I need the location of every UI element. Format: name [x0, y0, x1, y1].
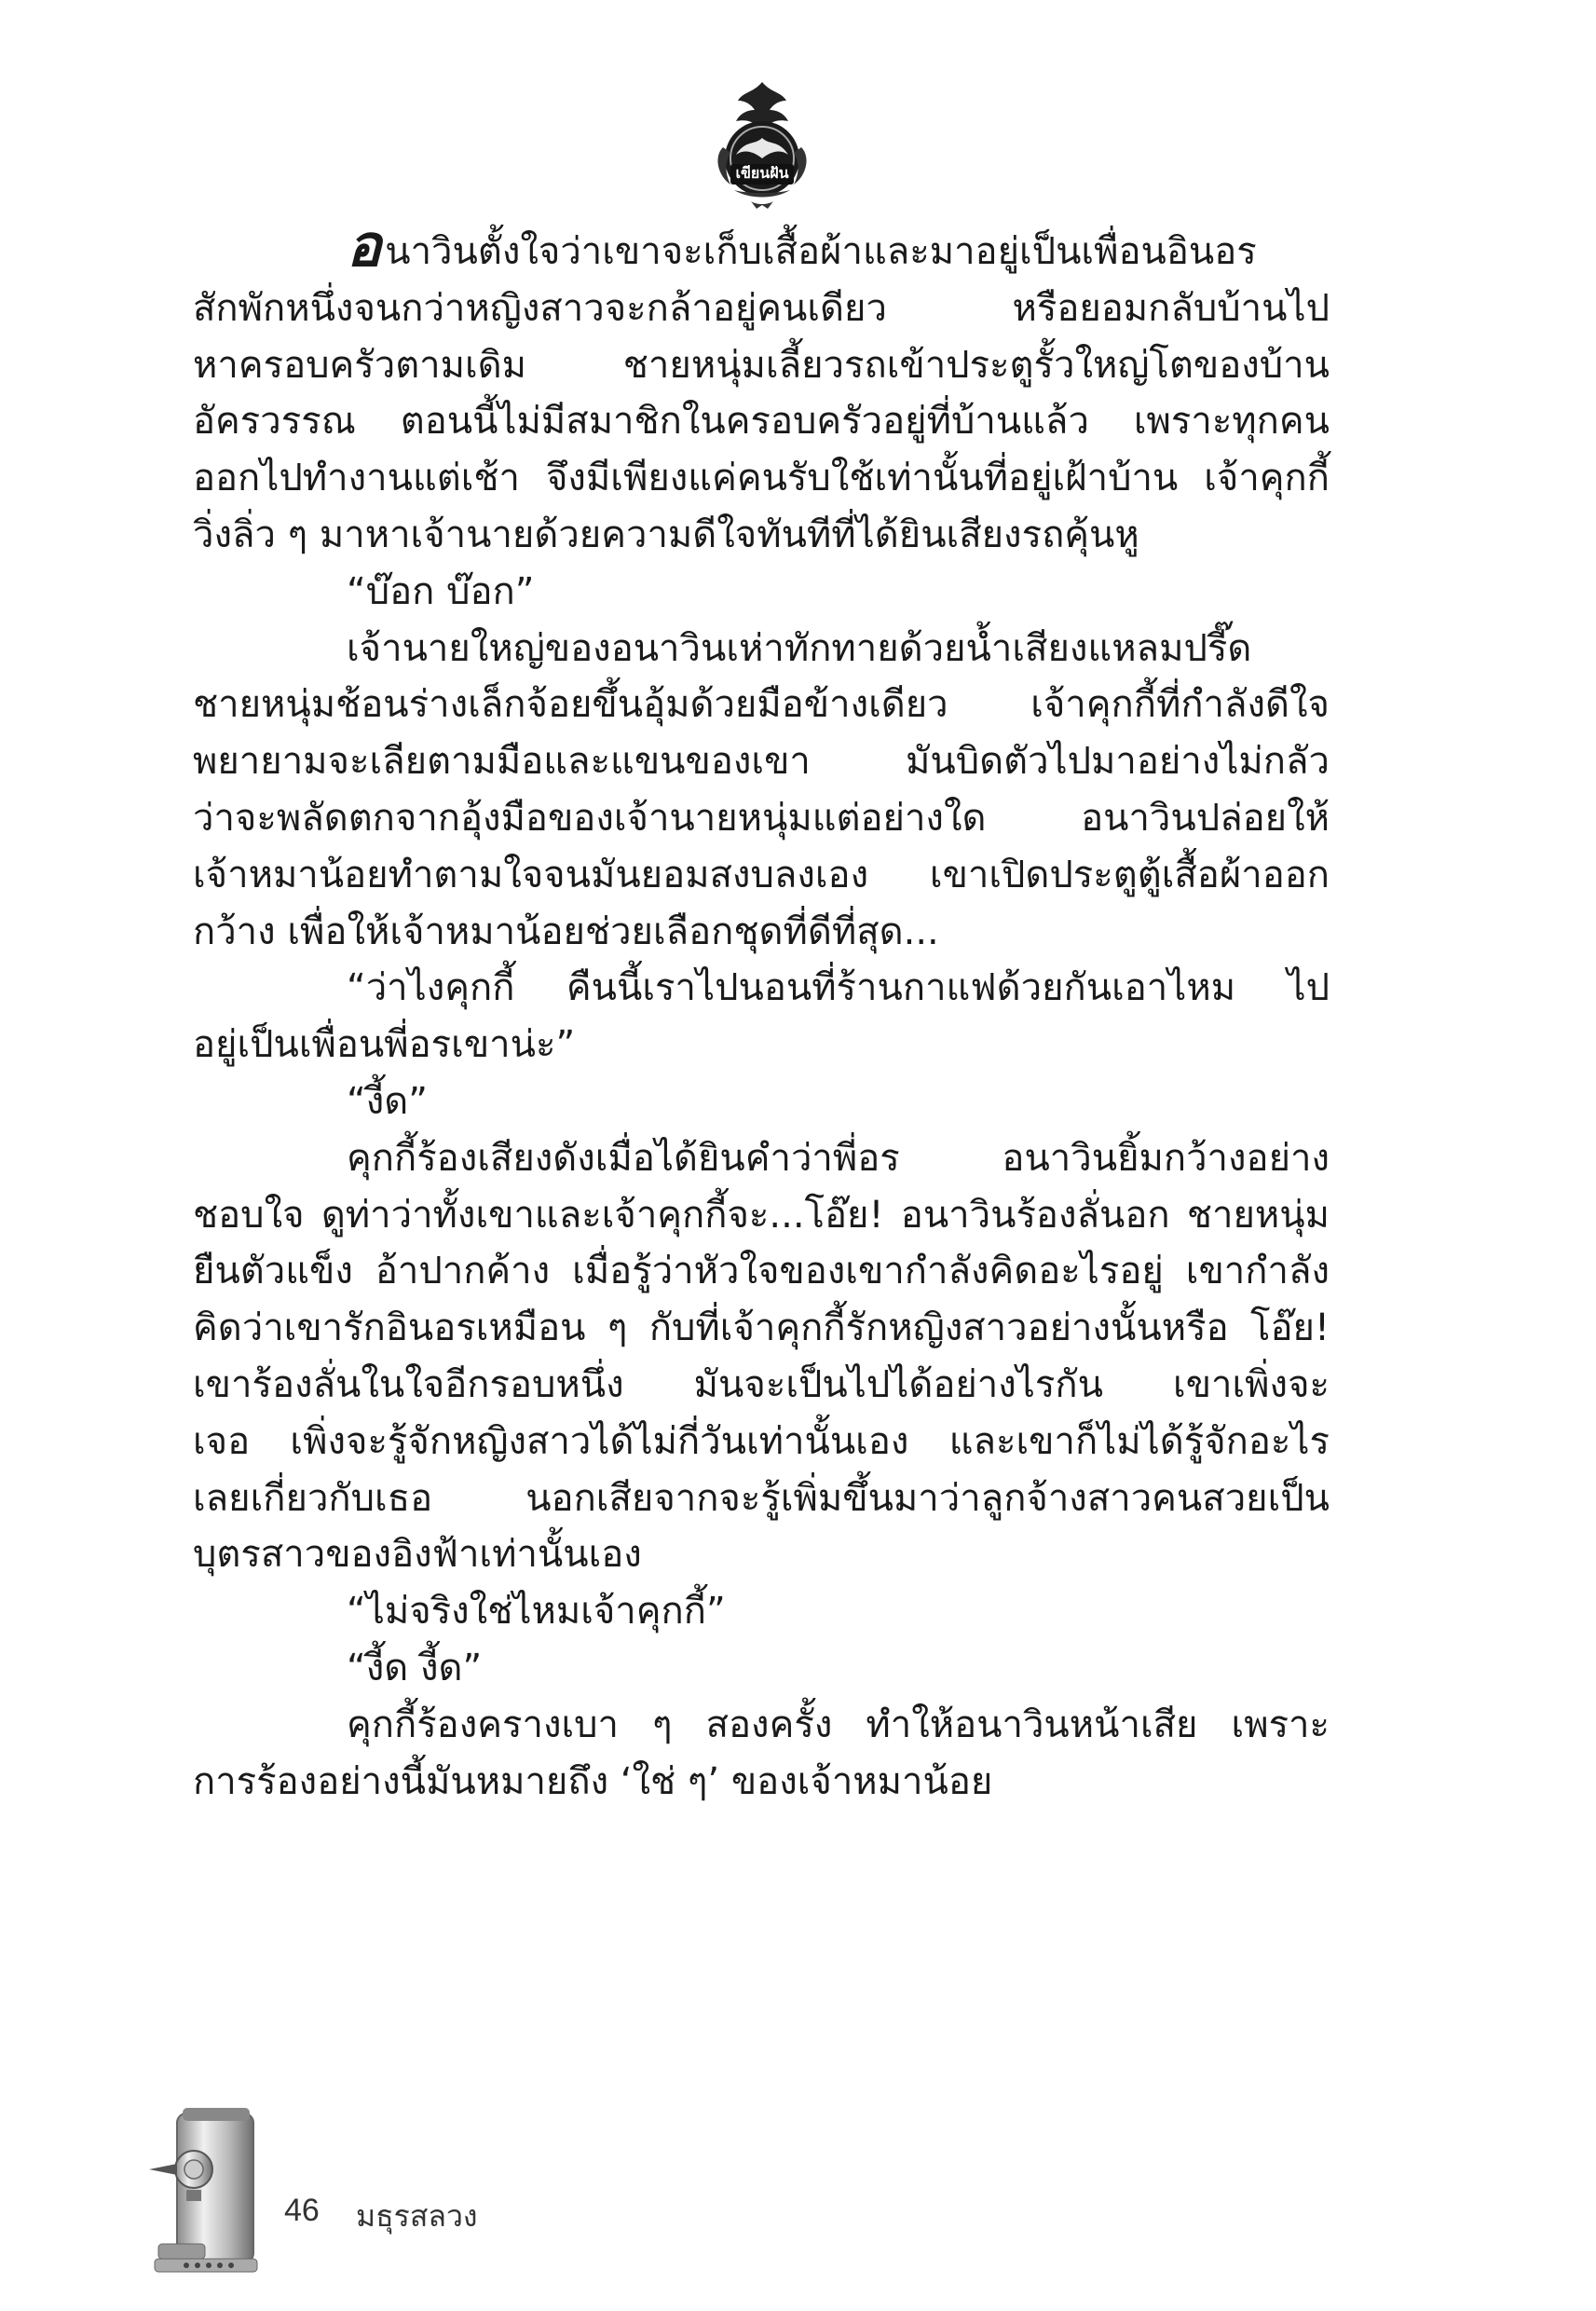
paragraph-line: พยายามจะเลียตามมือและแขนของเขา มันบิดตัวไปมาอย่างไม่กลัว: [193, 740, 1330, 784]
paragraph-line: คุกกี้ร้องครางเบา ๆ สองครั้ง ทำให้อนาวินหน้าเสีย เพราะ: [347, 1702, 1330, 1746]
paragraph-line: เขาร้องลั่นในใจอีกรอบหนึ่ง มันจะเป็นไปได้อย่างไรกัน เขาเพิ่งจะ: [193, 1362, 1330, 1406]
paragraph-line: อัครวรรณ ตอนนี้ไม่มีสมาชิกในครอบครัวอยู่ที่บ้านแล้ว เพราะทุกคน: [193, 400, 1330, 444]
paragraph-line: ออกไปทำงานแต่เช้า จึงมีเพียงแค่คนรับใช้เท่านั้นที่อยู่เฝ้าบ้าน เจ้าคุกกี้: [193, 457, 1330, 500]
paragraph-line: สักพักหนึ่งจนกว่าหญิงสาวจะกล้าอยู่คนเดียว หรือยอมกลับบ้านไป: [193, 286, 1330, 330]
dialogue-line: อยู่เป็นเพื่อนพี่อรเขาน่ะ”: [193, 1023, 576, 1067]
dialogue-line: “บ๊อก บ๊อก”: [347, 569, 535, 613]
body-text: [193, 212, 1330, 1810]
page-number: 46: [284, 2193, 320, 2228]
paragraph-line: ชายหนุ่มช้อนร่างเล็กจ้อยขึ้นอุ้มด้วยมือข้างเดียว เจ้าคุกกี้ที่กำลังดีใจ: [193, 683, 1330, 727]
dropcap-letter: อ: [347, 212, 382, 280]
paragraph-line: การร้องอย่างนี้มันหมายถึง ‘ใช่ ๆ’ ของเจ้าหมาน้อย: [193, 1759, 993, 1803]
paragraph-line: คิดว่าเขารักอินอรเหมือน ๆ กับที่เจ้าคุกกี้รักหญิงสาวอย่างนั้นหรือ โอ๊ย!: [193, 1306, 1330, 1350]
logo-emblem-icon: [697, 73, 827, 212]
dialogue-line: “งี้ด งี้ด”: [347, 1646, 483, 1689]
paragraph-line: คุกกี้ร้องเสียงดังเมื่อได้ยินคำว่าพี่อร อนาวินยิ้มกว้างอย่าง: [347, 1136, 1330, 1180]
header-logo: [697, 73, 827, 212]
dialogue-line: “ไม่จริงใช่ไหมเจ้าคุกกี้”: [347, 1590, 726, 1634]
paragraph-line: หาครอบครัวตามเดิม ชายหนุ่มเลี้ยวรถเข้าประตูรั้วใหญ่โตของบ้าน: [193, 343, 1330, 387]
paragraph-line: เลยเกี่ยวกับเธอ นอกเสียจากจะรู้เพิ่มขึ้นมาว่าลูกจ้างสาวคนสวยเป็น: [193, 1476, 1330, 1520]
paragraph-line: กว้าง เพื่อให้เจ้าหมาน้อยช่วยเลือกชุดที่ดีที่สุด...: [193, 909, 939, 953]
paragraph-line: อนาวินตั้งใจว่าเขาจะเก็บเสื้อผ้าและมาอยู่เป็นเพื่อนอินอร: [347, 212, 1257, 280]
paragraph-line: วิ่งลิ่ว ๆ มาหาเจ้านายด้วยความดีใจทันทีที่ได้ยินเสียงรถคุ้นหู: [193, 513, 1139, 556]
dialogue-line: “งี้ด”: [347, 1079, 428, 1123]
dialogue-line: “ว่าไงคุกกี้ คืนนี้เราไปนอนที่ร้านกาแฟด้วยกันเอาไหม ไป: [347, 966, 1330, 1010]
paragraph-line: ยืนตัวแข็ง อ้าปากค้าง เมื่อรู้ว่าหัวใจของเขากำลังคิดอะไรอยู่ เขากำลัง: [193, 1250, 1330, 1293]
coffee-machine-icon: [140, 2104, 261, 2281]
paragraph-line: ว่าจะพลัดตกจากอุ้งมือของเจ้านายหนุ่มแต่อย่างใด อนาวินปล่อยให้: [193, 796, 1330, 840]
paragraph-line: บุตรสาวของอิงฟ้าเท่านั้นเอง: [193, 1533, 642, 1577]
paragraph-line: เจ้าหมาน้อยทำตามใจจนมันยอมสงบลงเอง เขาเปิดประตูตู้เสื้อผ้าออก: [193, 853, 1330, 896]
paragraph-line: ชอบใจ ดูท่าว่าทั้งเขาและเจ้าคุกกี้จะ...โอ๊ย! อนาวินร้องลั่นอก ชายหนุ่ม: [193, 1193, 1330, 1237]
logo-text: เขียนฝัน: [735, 164, 789, 182]
paragraph-line: เจอ เพิ่งจะรู้จักหญิงสาวได้ไม่กี่วันเท่านั้นเอง และเขาก็ไม่ได้รู้จักอะไร: [193, 1419, 1330, 1463]
page-footer: [140, 2104, 606, 2281]
book-title: มธุรสลวง: [356, 2198, 478, 2234]
paragraph-line: เจ้านายใหญ่ของอนาวินเห่าทักทายด้วยน้ำเสียงแหลมปรี๊ด: [347, 626, 1252, 670]
